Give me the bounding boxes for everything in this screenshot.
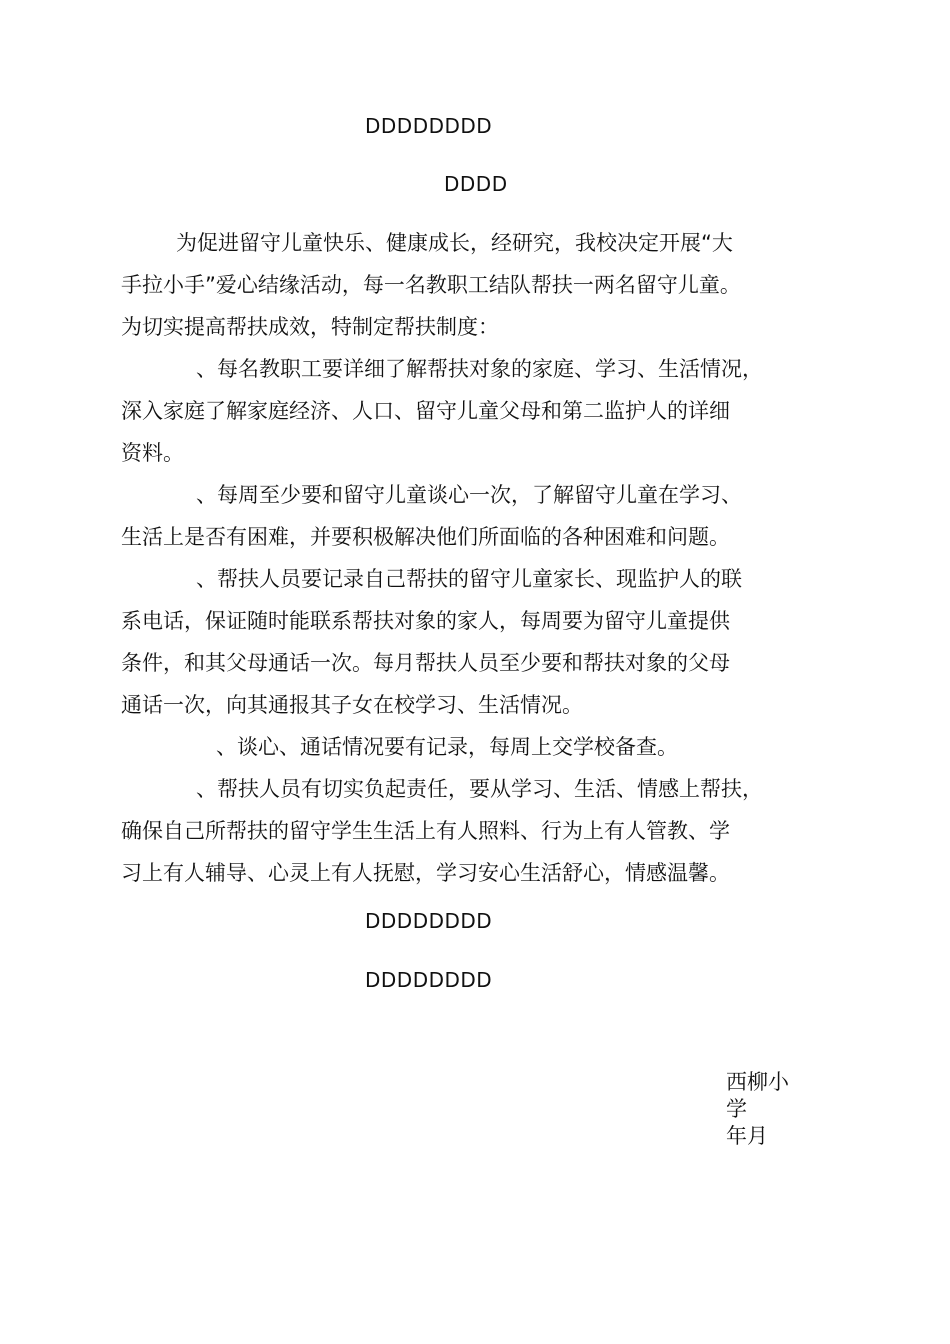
rule-paragraph-4 xyxy=(121,726,861,768)
intro-line: 为促进留守儿童快乐、健康成长，经研究，我校决定开展“大 xyxy=(176,231,733,255)
document-header-top: DDDDDDDD xyxy=(365,114,493,138)
rule-line: 、谈心、通话情况要有记录，每周上交学校备查。 xyxy=(216,735,678,759)
rule-line: 通话一次，向其通报其子女在校学习、生活情况。 xyxy=(121,693,583,717)
rule-line: 、帮扶人员有切实负起责任，要从学习、生活、情感上帮扶， xyxy=(196,777,763,801)
rule-paragraph-5 xyxy=(121,768,861,894)
intro-paragraph xyxy=(121,222,861,348)
document-body xyxy=(121,222,861,894)
rule-line: 习上有人辅导、心灵上有人抚慰，学习安心生活舒心，情感温馨。 xyxy=(121,861,730,885)
rule-line: 、每名教职工要详细了解帮扶对象的家庭、学习、生活情况， xyxy=(196,357,763,381)
signature-school-cont: 学 xyxy=(726,1097,747,1121)
document-footer-line1: DDDDDDDD xyxy=(365,909,493,933)
rule-line: 条件，和其父母通话一次。每月帮扶人员至少要和帮扶对象的父母 xyxy=(121,651,730,675)
rule-line: 确保自己所帮扶的留守学生生活上有人照料、行为上有人管教、学 xyxy=(121,819,730,843)
signature-school: 西柳小 xyxy=(726,1070,789,1094)
document-header-sub: DDDD xyxy=(444,172,508,196)
rule-line: 生活上是否有困难，并要积极解决他们所面临的各种困难和问题。 xyxy=(121,525,730,549)
rule-paragraph-3 xyxy=(121,558,861,726)
rule-line: 、每周至少要和留守儿童谈心一次，了解留守儿童在学习、 xyxy=(196,483,742,507)
rule-line: 、帮扶人员要记录自己帮扶的留守儿童家长、现监护人的联 xyxy=(196,567,742,591)
intro-line: 手拉小手”爱心结缘活动，每一名教职工结队帮扶一两名留守儿童。 xyxy=(121,273,741,297)
signature-block xyxy=(726,1069,789,1150)
rule-paragraph-2 xyxy=(121,474,861,558)
rule-paragraph-1 xyxy=(121,348,861,474)
rule-line: 系电话，保证随时能联系帮扶对象的家人，每周要为留守儿童提供 xyxy=(121,609,730,633)
rule-line: 深入家庭了解家庭经济、人口、留守儿童父母和第二监护人的详细 xyxy=(121,399,730,423)
signature-date: 年月 xyxy=(726,1124,768,1148)
intro-line: 为切实提高帮扶成效，特制定帮扶制度： xyxy=(121,315,499,339)
rule-line: 资料。 xyxy=(121,441,184,465)
document-footer-line2: DDDDDDDD xyxy=(365,968,493,992)
